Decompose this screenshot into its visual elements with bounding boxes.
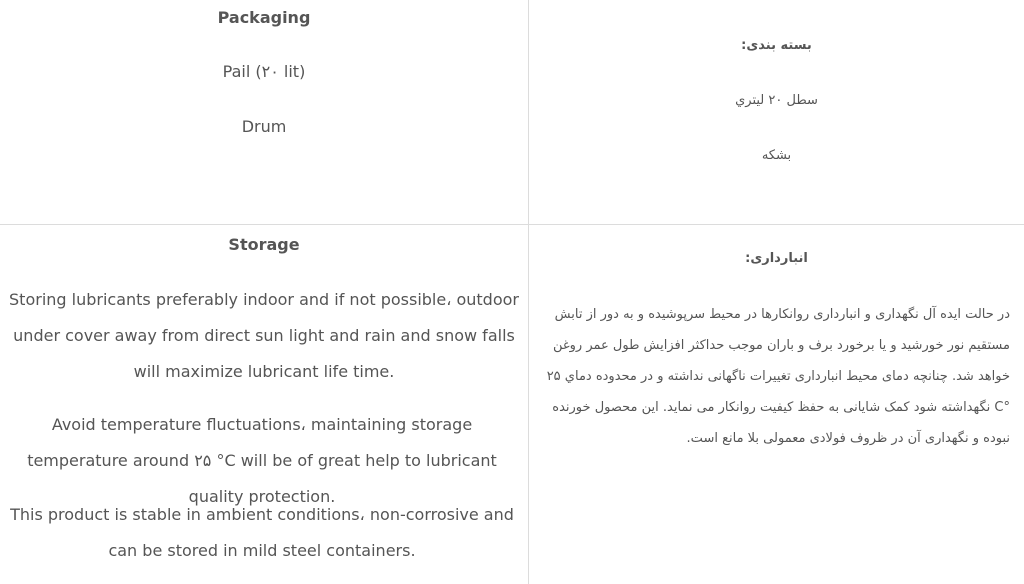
packaging-en-heading: Packaging bbox=[217, 8, 311, 27]
packaging-en-cell bbox=[0, 0, 528, 224]
storage-en-paragraph-1: Storing lubricants preferably indoor and if not possible، outdoor under cover away from direct sun light and rain and snow falls will maximize lubricant life time. bbox=[9, 290, 519, 381]
storage-fa-heading: انبارداری: bbox=[745, 251, 808, 266]
storage-fa-cell bbox=[529, 225, 1024, 584]
storage-en-heading: Storage bbox=[228, 235, 300, 254]
packaging-en-item-drum: Drum bbox=[241, 117, 287, 136]
packaging-fa-heading: بسته بندی: bbox=[741, 38, 812, 53]
storage-en-cell bbox=[0, 225, 528, 584]
packaging-fa-item-pail: سطل ۲۰ ليتري bbox=[735, 93, 818, 108]
packaging-en-item-pail: Pail (۲۰ lit) bbox=[222, 62, 306, 81]
storage-en-paragraph-2: Avoid temperature fluctuations، maintaining storage temperature around ۲۵ °C will be of great help to lubricant quality protection. bbox=[27, 415, 497, 506]
packaging-fa-cell bbox=[529, 0, 1024, 224]
storage-en-paragraph-3: This product is stable in ambient conditions، non-corrosive and can be stored in mild steel containers. bbox=[10, 505, 514, 560]
packaging-fa-item-drum: بشکه bbox=[761, 148, 792, 163]
storage-fa-paragraph: در حالت ايده آل نگهداری و انبارداری روانکارها در محيط سرپوشيده و به دور از تابش مستقيم نور خورشيد و يا برخورد برف و باران موجب حداکثر افزايش طول عمر روغن خواهد شد. چنانچه دمای محيط انبارداری تغييرات ناگهانی نداشته و در محدوده دماي ۲۵ °C نگهداشته شود کمک شايانی به حفظ کيفيت روانکار می نمايد. اين محصول خورنده نبوده و نگهداری آن در ظروف فولادی معمولی بلا مانع است. bbox=[546, 307, 1010, 446]
